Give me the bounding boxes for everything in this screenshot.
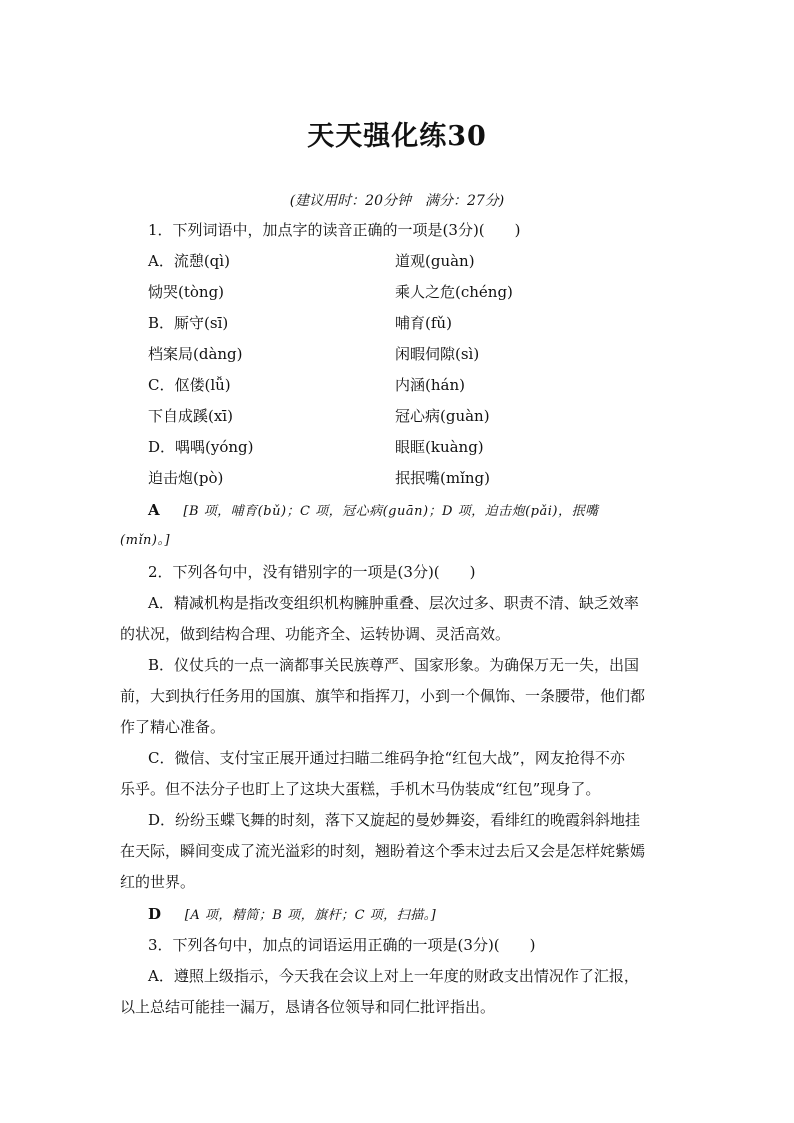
q2-option-b-line-2: 前，大到执行任务用的国旗、旗竿和指挥刀，小到一个佩饰、一条腰带，他们都 — [120, 687, 646, 705]
q2-answer — [148, 904, 436, 926]
q1-option-row-3-left: B．厮守(sī) — [148, 314, 229, 332]
q2-option-a-line-1: A．精减机构是指改变组织机构臃肿重叠、层次过多、职责不清、缺乏效率 — [148, 594, 639, 612]
q1-answer — [148, 500, 599, 522]
q1-answer-continued: (mǐn)。] — [120, 533, 171, 548]
q1-option-row-1-right: 道观(guàn) — [395, 252, 475, 270]
q1-option-row-8-right: 抿抿嘴(mǐng) — [395, 469, 490, 487]
q1-option-row-8-left: 迫击炮(pò) — [148, 469, 224, 487]
q1-option-row-4-left: 档案局(dàng) — [148, 345, 243, 363]
q1-option-row-2-right: 乘人之危(chéng) — [395, 283, 513, 301]
question-1-stem: 1．下列词语中，加点字的读音正确的一项是(3分)( ) — [148, 221, 521, 239]
q1-option-row-6-right: 冠心病(guàn) — [395, 407, 490, 425]
q1-option-row-7-right: 眼眶(kuàng) — [395, 438, 484, 456]
q2-option-b-line-1: B．仪仗兵的一点一滴都事关民族尊严、国家形象。为确保万无一失，出国 — [148, 656, 640, 674]
q2-option-c-line-1: C．微信、支付宝正展开通过扫瞄二维码争抢“红包大战”，网友抢得不亦 — [148, 749, 625, 767]
q1-option-row-3-right: 哺育(fǔ) — [395, 314, 452, 332]
q2-answer-key: D — [148, 905, 162, 923]
q2-option-d-line-1: D．纷纷玉蝶飞舞的时刻，落下又旋起的曼妙舞姿，看绯红的晚霞斜斜地挂 — [148, 811, 641, 829]
q1-option-row-2-left: 恸哭(tòng) — [148, 283, 225, 301]
q1-option-row-1-left: A．流憩(qì) — [148, 252, 230, 270]
q2-option-a-line-2: 的状况，做到结构合理、功能齐全、运转协调、灵活高效。 — [120, 625, 511, 643]
q2-option-d-line-3: 红的世界。 — [120, 873, 196, 891]
q1-option-row-4-right: 闲暇伺隙(sì) — [395, 345, 480, 363]
time-score-note: (建议用时：20分钟 满分：27分) — [289, 193, 505, 209]
q1-answer-key: A — [148, 501, 161, 519]
question-3-stem: 3．下列各句中，加点的词语运用正确的一项是(3分)( ) — [148, 936, 536, 954]
q3-option-a-line-1: A．遵照上级指示，今天我在会议上对上一年度的财政支出情况作了汇报， — [148, 967, 639, 985]
q2-option-c-line-2: 乐乎。但不法分子也盯上了这块大蛋糕，手机木马伪装成“红包”现身了。 — [120, 780, 601, 798]
q2-option-b-line-3: 作了精心准备。 — [120, 718, 226, 736]
q2-option-d-line-2: 在天际，瞬间变成了流光溢彩的时刻，翘盼着这个季末过去后又会是怎样姹紫嫣 — [120, 842, 646, 860]
q1-option-row-5-left: C．伛偻(lǚ) — [148, 376, 231, 394]
q3-option-a-line-2: 以上总结可能挂一漏万，恳请各位领导和同仁批评指出。 — [120, 998, 496, 1016]
q2-answer-explanation: [A 项，精简；B 项，旗杆；C 项，扫描。] — [184, 908, 437, 923]
page-title: 天天强化练30 — [307, 121, 487, 152]
q1-answer-explanation: [B 项，哺育(bǔ)；C 项，冠心病(guān)；D 项，迫击炮(pǎi)，抿嘴 — [183, 504, 599, 519]
q1-option-row-6-left: 下自成蹊(xī) — [148, 407, 233, 425]
q1-option-row-7-left: D．喁喁(yóng) — [148, 438, 254, 456]
q1-option-row-5-right: 内涵(hán) — [395, 376, 465, 394]
question-2-stem: 2．下列各句中，没有错别字的一项是(3分)( ) — [148, 563, 476, 581]
